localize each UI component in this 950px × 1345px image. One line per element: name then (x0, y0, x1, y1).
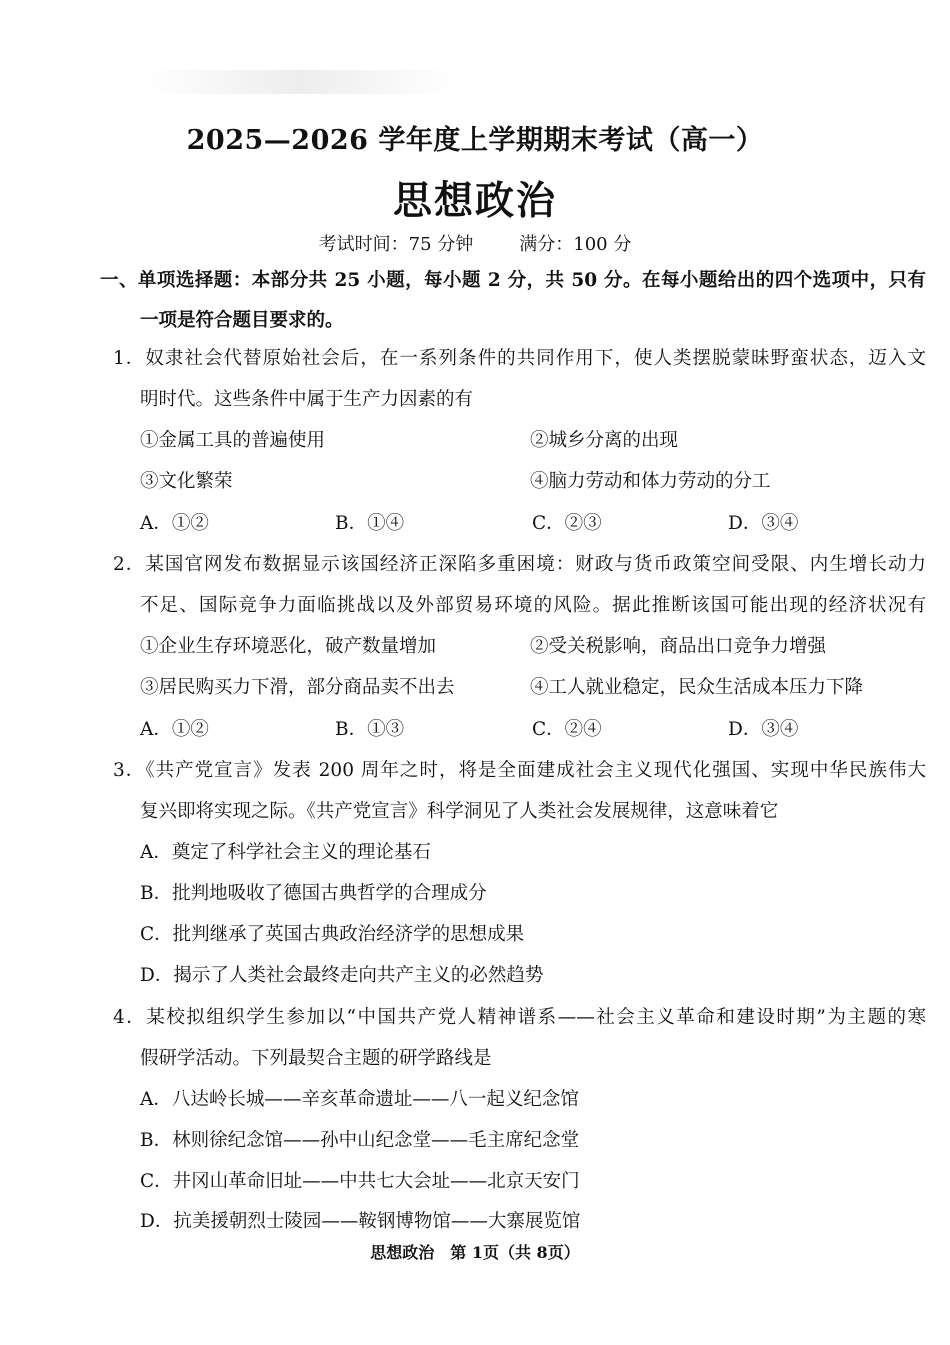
q1-option-a[interactable]: A．①② (140, 513, 209, 534)
q3-option-b[interactable]: B．批判地吸收了德国古典哲学的合理成分 (140, 883, 487, 904)
question-4-stem-cont: 假研学活动。下列最契合主题的研学路线是 (140, 1048, 492, 1069)
q3-option-a[interactable]: A．奠定了科学社会主义的理论基石 (140, 842, 431, 863)
question-2-items-row-2 (140, 673, 926, 699)
q3-option-c[interactable]: C．批判继承了英国古典政治经济学的思想成果 (140, 924, 525, 945)
q1-item-1: ①金属工具的普遍使用 (140, 430, 326, 451)
question-1-items-row-1 (140, 426, 926, 452)
q3-option-d[interactable]: D．揭示了人类社会最终走向共产主义的必然趋势 (140, 965, 544, 986)
q4-option-b[interactable]: B．林则徐纪念馆——孙中山纪念堂——毛主席纪念堂 (140, 1130, 580, 1151)
full-score: 满分：100 分 (519, 234, 632, 255)
q2-option-d[interactable]: D．③④ (728, 719, 799, 740)
subject-title: 思想政治 (392, 178, 557, 224)
question-1-options (140, 509, 926, 535)
question-1-items-row-2 (140, 467, 926, 493)
q2-item-4: ④工人就业稳定，民众生活成本压力下降 (530, 677, 864, 698)
q1-item-4: ④脑力劳动和体力劳动的分工 (530, 471, 771, 492)
question-4-stem: 4．某校拟组织学生参加以“中国共产党人精神谱系——社会主义革命和建设时期”为主题的寒 (113, 1007, 926, 1028)
question-3-stem: 3．《共产党宣言》发表 200 周年之时，将是全面建成社会主义现代化强国、实现中华民族伟大 (113, 760, 926, 781)
q4-option-c[interactable]: C．井冈山革命旧址——中共七大会址——北京天安门 (140, 1171, 580, 1192)
q1-item-2: ②城乡分离的出现 (530, 430, 679, 451)
q1-option-b[interactable]: B．①④ (335, 513, 405, 534)
q4-option-a[interactable]: A．八达岭长城——辛亥革命遗址——八一起义纪念馆 (140, 1089, 579, 1110)
q2-option-b[interactable]: B．①③ (335, 719, 405, 740)
page-footer: 思想政治 第 1页（共 8页） (370, 1243, 580, 1262)
question-2-options (140, 715, 926, 741)
question-2-stem-cont: 不足、国际竞争力面临挑战以及外部贸易环境的风险。据此推断该国可能出现的经济状况有 (140, 595, 926, 616)
q1-option-d[interactable]: D．③④ (728, 513, 799, 534)
q1-item-3: ③文化繁荣 (140, 471, 233, 492)
q2-option-c[interactable]: C．②④ (532, 719, 602, 740)
section-heading-cont: 一项是符合题目要求的。 (140, 310, 344, 331)
question-3-stem-cont: 复兴即将实现之际。《共产党宣言》科学洞见了人类社会发展规律，这意味着它 (140, 801, 779, 822)
exam-info (0, 230, 950, 256)
scan-smudge (145, 70, 455, 94)
q1-option-c[interactable]: C．②③ (532, 513, 602, 534)
exam-title: 2025—2026 学年度上学期期末考试（高一） (186, 125, 764, 156)
question-2-items-row-1 (140, 632, 926, 658)
q2-item-3: ③居民购买力下滑，部分商品卖不出去 (140, 677, 455, 698)
section-heading: 一、单项选择题：本部分共 25 小题，每小题 2 分，共 50 分。在每小题给出的四个选项中，只有 (100, 270, 926, 291)
question-2-stem: 2．某国官网发布数据显示该国经济正深陷多重困境：财政与货币政策空间受限、内生增长动力 (113, 554, 926, 575)
question-1-stem: 1．奴隶社会代替原始社会后，在一系列条件的共同作用下，使人类摆脱蒙昧野蛮状态，迈入文 (113, 348, 926, 369)
q4-option-d[interactable]: D．抗美援朝烈士陵园——鞍钢博物馆——大寨展览馆 (140, 1211, 581, 1232)
q2-option-a[interactable]: A．①② (140, 719, 209, 740)
exam-time: 考试时间：75 分钟 (318, 234, 474, 255)
question-1-stem-cont: 明时代。这些条件中属于生产力因素的有 (140, 389, 474, 410)
q2-item-2: ②受关税影响，商品出口竞争力增强 (530, 636, 827, 657)
q2-item-1: ①企业生存环境恶化，破产数量增加 (140, 636, 437, 657)
